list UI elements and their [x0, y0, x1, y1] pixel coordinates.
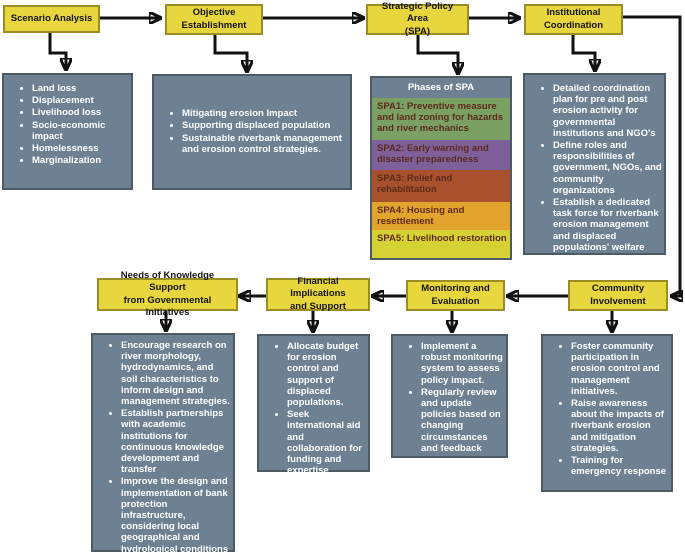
arrow-institutional-down: [573, 35, 595, 70]
panel-spa-phases: [370, 76, 512, 260]
spa-phases-header: Phases of SPA: [407, 82, 475, 94]
arrow-objective-down: [215, 35, 247, 71]
node-label-line: Establishment: [181, 19, 247, 31]
list-item: • Marginalization: [32, 155, 129, 166]
list-item: • Establish a dedicated task force for riverbank erosion management and displaced populations' welfare: [553, 197, 662, 253]
list-item: • Mitigating erosion Impact: [182, 108, 346, 119]
panel-scenario-details: [2, 73, 133, 190]
list-item: • Sustainable riverbank management and erosion control strategies.: [182, 133, 346, 155]
node-objective-establishment: [165, 4, 263, 35]
arrow-scenario-down: [50, 33, 66, 69]
list-item: • Encourage research on river morphology, hydrodynamics, and soil characteristics to inform design and management strategies.: [121, 340, 231, 407]
node-label-line: Objective: [192, 7, 236, 19]
bullet-list: [160, 108, 346, 156]
list-item: • Improve the design and implementation of bank protection infrastructure, considering local geographical and hydrological conditions: [121, 476, 231, 553]
panel-community-details: [541, 334, 673, 492]
spa-phase-3: SPA3: Relief and rehabilitation: [372, 170, 510, 202]
node-label-line: Community: [591, 283, 645, 295]
list-item: • Regularly review and update policies based on changing circumstances and feedback: [421, 387, 504, 454]
list-item: • Allocate budget for erosion control and support of displaced populations.: [287, 341, 366, 408]
panel-financial-details: [257, 334, 370, 477]
node-label-line: and Support: [290, 300, 346, 312]
node-label-line: Evaluation: [431, 295, 480, 307]
list-item: • Detailed coordination plan for pre and post erosion activity for governmental institutions and NGO's: [553, 83, 662, 139]
bullet-list: [399, 341, 504, 454]
bullet-list: [265, 341, 366, 476]
node-label-line: Financial Implications: [290, 276, 346, 300]
node-label-line: Needs of Knowledge Support: [120, 270, 215, 294]
bullet-list: [549, 341, 669, 477]
node-scenario-analysis: [3, 5, 100, 33]
panel-knowledge-details: [91, 333, 235, 552]
node-label-line: Monitoring and: [421, 283, 490, 295]
list-item: • Foster community participation in erosion control and management initiatives.: [571, 341, 669, 397]
arrow-spa-down: [418, 35, 458, 73]
node-label: Scenario Analysis: [10, 12, 93, 24]
node-monitoring-evaluation: [406, 280, 505, 311]
node-institutional-coordination: [524, 4, 623, 35]
list-item: • Establish partnerships with academic institutions for continuous knowledge development and transfer: [121, 408, 231, 475]
list-item: • Displacement: [32, 95, 129, 106]
spa-phase-1: SPA1: Preventive measure and land zoning for hazards and river mechanics: [372, 98, 510, 140]
list-item: • Supporting displaced population: [182, 120, 346, 131]
node-strategic-policy-area: [366, 1, 469, 37]
node-label-line: Strategic Policy Area: [381, 1, 454, 25]
node-label-line: Institutional: [546, 7, 601, 19]
bullet-list: [531, 83, 662, 253]
bullet-list: [10, 83, 129, 166]
list-item: • Homelessness: [32, 143, 129, 154]
spa-phase-4: SPA4: Housing and resettlement: [372, 202, 510, 230]
panel-objective-details: [152, 74, 352, 190]
node-label-line: (SPA): [404, 25, 431, 37]
list-item: • Livelihood loss: [32, 107, 129, 118]
spa-phase-2: SPA2: Early warning and disaster preparedness: [372, 140, 510, 170]
node-label-line: Involvement: [590, 295, 646, 307]
node-label-line: from Governmental Initiatives: [123, 294, 212, 318]
panel-monitoring-details: [391, 334, 508, 458]
panel-institutional-details: [523, 73, 666, 255]
list-item: • Seek international aid and collaboration for funding and expertise: [287, 409, 366, 476]
node-financial-implications: [266, 278, 370, 311]
bullet-list: [99, 340, 231, 553]
list-item: • Training for emergency response: [571, 455, 669, 477]
list-item: • Define roles and responsibilities of government, NGOs, and community organizations: [553, 140, 662, 196]
spa-phase-5: SPA5: Livelihood restoration: [372, 230, 510, 258]
node-community-involvement: [568, 280, 668, 311]
list-item: • Raise awareness about the impacts of riverbank erosion and mitigation strategies.: [571, 398, 669, 454]
node-label-line: Coordination: [543, 19, 604, 31]
list-item: • Land loss: [32, 83, 129, 94]
node-needs-knowledge-support: [97, 270, 238, 318]
list-item: • Socio-economic impact: [32, 120, 129, 142]
list-item: • Implement a robust monitoring system to assess policy impact.: [421, 341, 504, 386]
